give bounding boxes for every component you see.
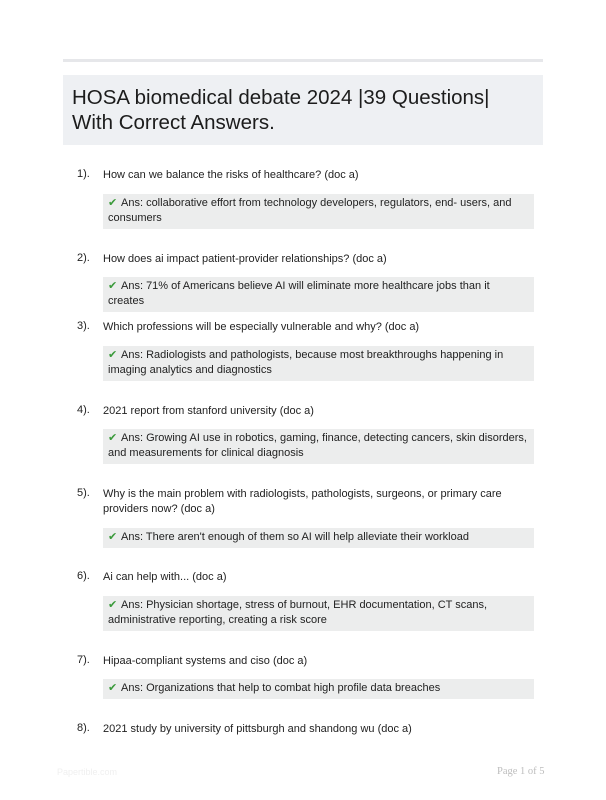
question-text: How does ai impact patient-provider relationships? (doc a) bbox=[103, 253, 387, 265]
check-icon: ✔ bbox=[108, 682, 118, 694]
answer-box bbox=[103, 277, 534, 312]
answer-text: Ans: There aren't enough of them so AI will help alleviate their workload bbox=[121, 531, 469, 543]
page-indicator: Page 1 of 5 bbox=[497, 766, 545, 777]
question-text: Hipaa-compliant systems and ciso (doc a) bbox=[103, 655, 308, 667]
question-number: 5). bbox=[77, 487, 90, 499]
answer-box bbox=[103, 679, 534, 699]
check-icon: ✔ bbox=[108, 280, 118, 292]
check-icon: ✔ bbox=[108, 432, 118, 444]
answer-text: Ans: Physician shortage, stress of burnout, EHR documentation, CT scans, administrative reporting, creating a risk score bbox=[108, 599, 488, 626]
check-icon: ✔ bbox=[108, 197, 118, 209]
footer-watermark: Papertible.com bbox=[57, 767, 118, 777]
question-text: 2021 study by university of pittsburgh and shandong wu (doc a) bbox=[103, 723, 412, 735]
question-number: 1). bbox=[77, 168, 90, 180]
question-text: Why is the main problem with radiologists, pathologists, surgeons, or primary care providers now? (doc a) bbox=[103, 488, 502, 515]
answer-text: Ans: Radiologists and pathologists, because most breakthroughs happening in imaging analytics and diagnostics bbox=[108, 349, 504, 376]
question-text: Which professions will be especially vulnerable and why? (doc a) bbox=[103, 321, 420, 333]
question-text: How can we balance the risks of healthcare? (doc a) bbox=[103, 169, 359, 181]
check-icon: ✔ bbox=[108, 599, 118, 611]
question-text: Ai can help with... (doc a) bbox=[103, 571, 227, 583]
question-number: 6). bbox=[77, 570, 90, 582]
question-number: 8). bbox=[77, 722, 90, 734]
question-number: 4). bbox=[77, 404, 90, 416]
question-text: 2021 report from stanford university (doc a) bbox=[103, 405, 314, 417]
answer-box bbox=[103, 528, 534, 548]
check-icon: ✔ bbox=[108, 349, 118, 361]
question-number: 7). bbox=[77, 654, 90, 666]
answer-text: Ans: 71% of Americans believe AI will eliminate more healthcare jobs than it creates bbox=[108, 280, 490, 307]
answer-box bbox=[103, 194, 534, 229]
question-number: 2). bbox=[77, 252, 90, 264]
answer-box bbox=[103, 596, 534, 631]
question-number: 3). bbox=[77, 320, 90, 332]
check-icon: ✔ bbox=[108, 531, 118, 543]
answer-text: Ans: collaborative effort from technology developers, regulators, end- users, and consumers bbox=[108, 197, 512, 224]
answer-box bbox=[103, 346, 534, 381]
answer-text: Ans: Growing AI use in robotics, gaming, finance, detecting cancers, skin disorders, and measurements for clinical diagnosis bbox=[108, 432, 527, 459]
document-title: HOSA biomedical debate 2024 |39 Questions| With Correct Answers. bbox=[72, 86, 490, 134]
answer-box bbox=[103, 429, 534, 464]
answer-text: Ans: Organizations that help to combat high profile data breaches bbox=[121, 682, 441, 694]
